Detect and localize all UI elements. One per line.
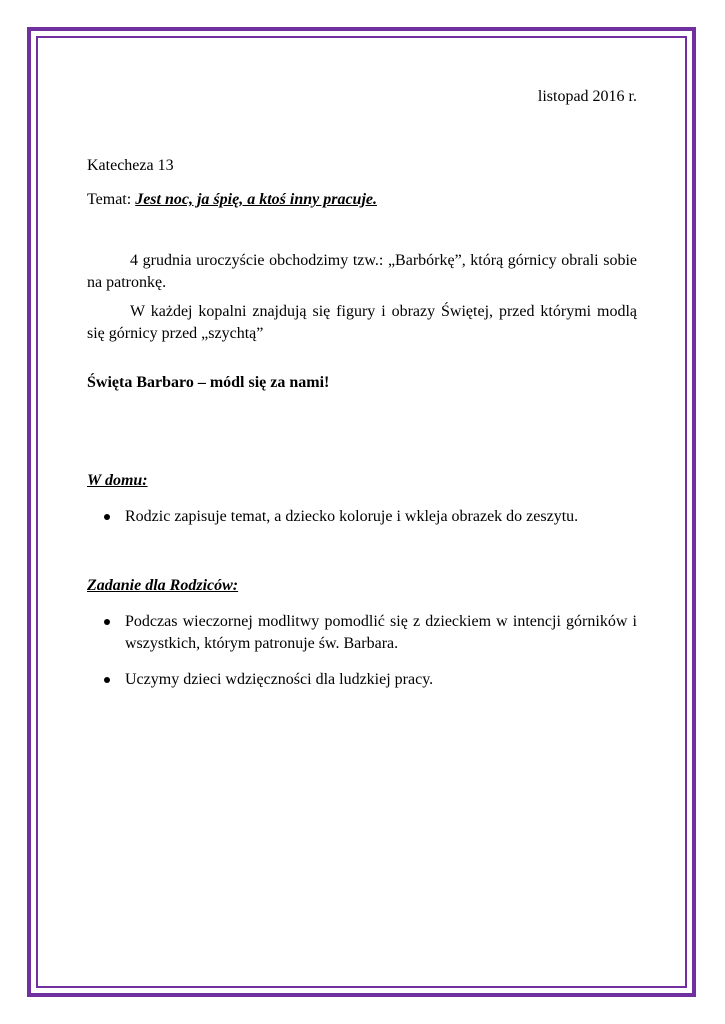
list-item-text: Uczymy dzieci wdzięczności dla ludzkiej pracy. xyxy=(125,671,434,688)
list-item xyxy=(87,611,637,655)
list-item xyxy=(87,506,637,528)
prayer-line: Święta Barbaro – módl się za nami! xyxy=(87,374,330,391)
list-item-text: Podczas wieczornej modlitwy pomodlić się z dzieckiem w intencji górników i wszystkich, którym patronuje św. Barbara. xyxy=(125,613,637,652)
parents-task-list xyxy=(87,611,637,691)
home-heading: W domu: xyxy=(87,472,148,489)
parents-heading: Zadanie dla Rodziców: xyxy=(87,577,239,594)
lesson-topic xyxy=(87,189,377,211)
document-date: listopad 2016 r. xyxy=(537,88,637,105)
topic-title: Jest noc, ja śpię, a ktoś inny pracuje. xyxy=(135,191,377,208)
list-item xyxy=(87,669,637,691)
bullet-icon xyxy=(104,677,110,683)
paragraph-barborka: 4 grudnia uroczyście obchodzimy tzw.: „Barbórkę”, którą górnicy obrali sobie na patronkę. xyxy=(87,252,637,291)
katecheza-number: Katecheza 13 xyxy=(87,157,174,174)
paragraph-kopalnia: W każdej kopalni znajdują się figury i obrazy Świętej, przed którymi modlą się górnicy przed „szychtą” xyxy=(87,303,637,342)
bullet-icon xyxy=(104,619,110,625)
topic-label: Temat: xyxy=(87,191,136,208)
list-item-text: Rodzic zapisuje temat, a dziecko koloruje i wkleja obrazek do zeszytu. xyxy=(125,508,579,525)
home-task-list xyxy=(87,506,637,528)
bullet-icon xyxy=(104,514,110,520)
